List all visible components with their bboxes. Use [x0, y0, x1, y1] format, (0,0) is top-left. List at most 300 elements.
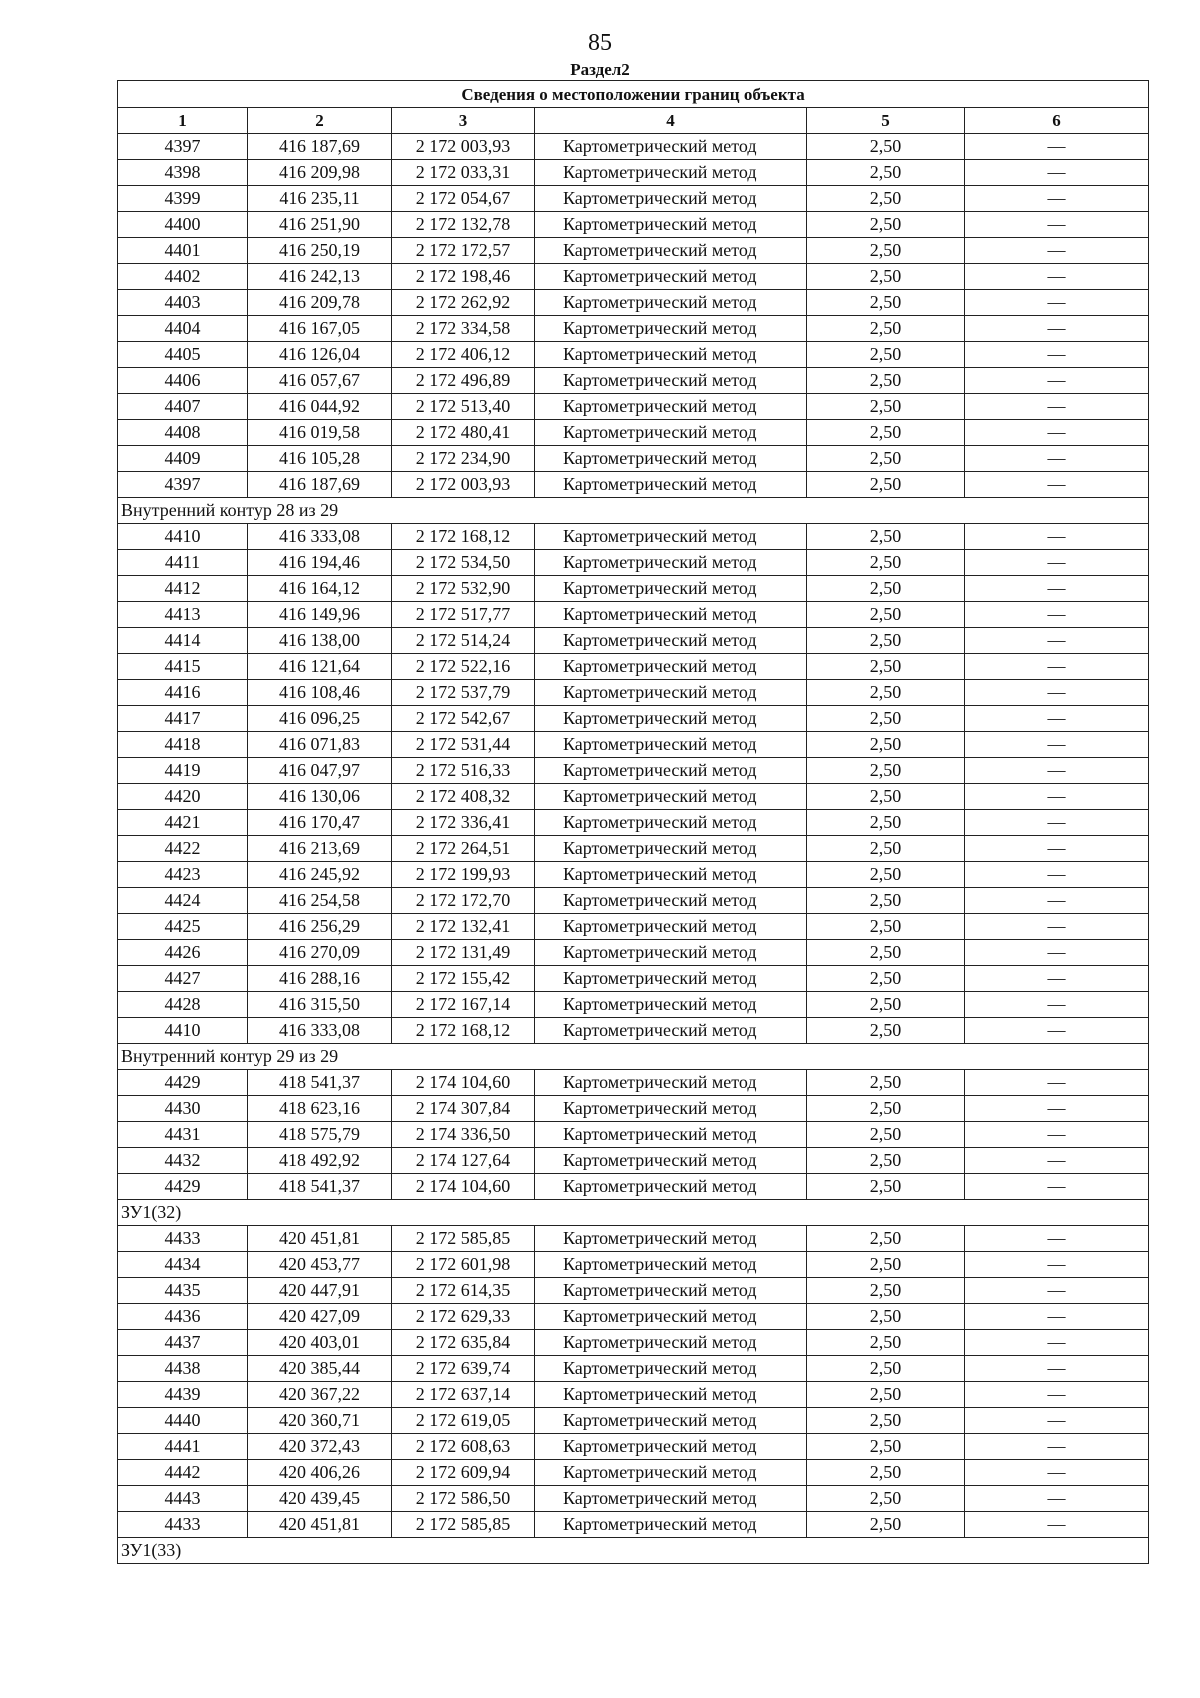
table-row — [118, 836, 1149, 862]
x-coordinate-cell: 416 251,90 — [248, 212, 392, 238]
table-row — [118, 992, 1149, 1018]
method-cell: Картометрический метод — [535, 1382, 807, 1408]
x-coordinate-cell: 416 187,69 — [248, 472, 392, 498]
column-header: 5 — [807, 108, 965, 134]
table-row — [118, 784, 1149, 810]
accuracy-cell: 2,50 — [807, 1382, 965, 1408]
accuracy-cell: 2,50 — [807, 1460, 965, 1486]
description-cell: — — [965, 1460, 1149, 1486]
x-coordinate-cell: 416 256,29 — [248, 914, 392, 940]
accuracy-cell: 2,50 — [807, 1512, 965, 1538]
accuracy-cell: 2,50 — [807, 134, 965, 160]
point-number-cell: 4407 — [118, 394, 248, 420]
method-cell: Картометрический метод — [535, 1278, 807, 1304]
accuracy-cell: 2,50 — [807, 940, 965, 966]
method-cell: Картометрический метод — [535, 160, 807, 186]
x-coordinate-cell: 418 492,92 — [248, 1148, 392, 1174]
y-coordinate-cell: 2 172 033,31 — [392, 160, 535, 186]
point-number-cell: 4413 — [118, 602, 248, 628]
point-number-cell: 4410 — [118, 524, 248, 550]
y-coordinate-cell: 2 172 334,58 — [392, 316, 535, 342]
table-row — [118, 524, 1149, 550]
table-row — [118, 186, 1149, 212]
point-number-cell: 4429 — [118, 1174, 248, 1200]
contour-label-row — [118, 498, 1149, 524]
table-row — [118, 1408, 1149, 1434]
y-coordinate-cell: 2 172 003,93 — [392, 472, 535, 498]
description-cell: — — [965, 1122, 1149, 1148]
x-coordinate-cell: 420 372,43 — [248, 1434, 392, 1460]
x-coordinate-cell: 418 541,37 — [248, 1174, 392, 1200]
description-cell: — — [965, 550, 1149, 576]
accuracy-cell: 2,50 — [807, 1148, 965, 1174]
x-coordinate-cell: 416 235,11 — [248, 186, 392, 212]
y-coordinate-cell: 2 172 629,33 — [392, 1304, 535, 1330]
description-cell: — — [965, 472, 1149, 498]
method-cell: Картометрический метод — [535, 212, 807, 238]
point-number-cell: 4402 — [118, 264, 248, 290]
y-coordinate-cell: 2 174 104,60 — [392, 1070, 535, 1096]
table-row — [118, 1434, 1149, 1460]
point-number-cell: 4439 — [118, 1382, 248, 1408]
x-coordinate-cell: 416 209,98 — [248, 160, 392, 186]
x-coordinate-cell: 416 138,00 — [248, 628, 392, 654]
point-number-cell: 4427 — [118, 966, 248, 992]
y-coordinate-cell: 2 172 172,57 — [392, 238, 535, 264]
point-number-cell: 4438 — [118, 1356, 248, 1382]
description-cell: — — [965, 914, 1149, 940]
y-coordinate-cell: 2 172 514,24 — [392, 628, 535, 654]
column-header: 4 — [535, 108, 807, 134]
y-coordinate-cell: 2 172 542,67 — [392, 706, 535, 732]
accuracy-cell: 2,50 — [807, 212, 965, 238]
y-coordinate-cell: 2 172 167,14 — [392, 992, 535, 1018]
x-coordinate-cell: 416 242,13 — [248, 264, 392, 290]
table-row — [118, 966, 1149, 992]
table-row — [118, 862, 1149, 888]
x-coordinate-cell: 420 367,22 — [248, 1382, 392, 1408]
description-cell: — — [965, 1330, 1149, 1356]
point-number-cell: 4436 — [118, 1304, 248, 1330]
accuracy-cell: 2,50 — [807, 368, 965, 394]
table-row — [118, 1330, 1149, 1356]
method-cell: Картометрический метод — [535, 966, 807, 992]
accuracy-cell: 2,50 — [807, 1434, 965, 1460]
y-coordinate-cell: 2 172 608,63 — [392, 1434, 535, 1460]
point-number-cell: 4411 — [118, 550, 248, 576]
y-coordinate-cell: 2 172 516,33 — [392, 758, 535, 784]
accuracy-cell: 2,50 — [807, 992, 965, 1018]
method-cell: Картометрический метод — [535, 1148, 807, 1174]
table-row — [118, 602, 1149, 628]
description-cell: — — [965, 134, 1149, 160]
method-cell: Картометрический метод — [535, 1460, 807, 1486]
method-cell: Картометрический метод — [535, 758, 807, 784]
method-cell: Картометрический метод — [535, 1486, 807, 1512]
method-cell: Картометрический метод — [535, 888, 807, 914]
y-coordinate-cell: 2 172 585,85 — [392, 1512, 535, 1538]
table-row — [118, 732, 1149, 758]
table-row — [118, 1122, 1149, 1148]
y-coordinate-cell: 2 172 517,77 — [392, 602, 535, 628]
description-cell: — — [965, 1486, 1149, 1512]
x-coordinate-cell: 416 270,09 — [248, 940, 392, 966]
contour-label-row — [118, 1200, 1149, 1226]
accuracy-cell: 2,50 — [807, 394, 965, 420]
accuracy-cell: 2,50 — [807, 160, 965, 186]
x-coordinate-cell: 416 187,69 — [248, 134, 392, 160]
accuracy-cell: 2,50 — [807, 706, 965, 732]
description-cell: — — [965, 186, 1149, 212]
description-cell: — — [965, 212, 1149, 238]
description-cell: — — [965, 1408, 1149, 1434]
point-number-cell: 4420 — [118, 784, 248, 810]
x-coordinate-cell: 416 250,19 — [248, 238, 392, 264]
y-coordinate-cell: 2 172 262,92 — [392, 290, 535, 316]
point-number-cell: 4424 — [118, 888, 248, 914]
point-number-cell: 4433 — [118, 1512, 248, 1538]
table-row — [118, 1460, 1149, 1486]
description-cell: — — [965, 602, 1149, 628]
y-coordinate-cell: 2 172 537,79 — [392, 680, 535, 706]
contour-label: Внутренний контур 28 из 29 — [118, 498, 1149, 524]
y-coordinate-cell: 2 172 619,05 — [392, 1408, 535, 1434]
accuracy-cell: 2,50 — [807, 420, 965, 446]
method-cell: Картометрический метод — [535, 1356, 807, 1382]
method-cell: Картометрический метод — [535, 1096, 807, 1122]
column-header: 3 — [392, 108, 535, 134]
point-number-cell: 4437 — [118, 1330, 248, 1356]
table-row — [118, 1018, 1149, 1044]
accuracy-cell: 2,50 — [807, 576, 965, 602]
description-cell: — — [965, 628, 1149, 654]
point-number-cell: 4421 — [118, 810, 248, 836]
table-row — [118, 212, 1149, 238]
y-coordinate-cell: 2 172 131,49 — [392, 940, 535, 966]
accuracy-cell: 2,50 — [807, 654, 965, 680]
x-coordinate-cell: 416 245,92 — [248, 862, 392, 888]
point-number-cell: 4426 — [118, 940, 248, 966]
point-number-cell: 4443 — [118, 1486, 248, 1512]
table-row — [118, 134, 1149, 160]
accuracy-cell: 2,50 — [807, 836, 965, 862]
y-coordinate-cell: 2 172 585,85 — [392, 1226, 535, 1252]
method-cell: Картометрический метод — [535, 1330, 807, 1356]
y-coordinate-cell: 2 172 054,67 — [392, 186, 535, 212]
accuracy-cell: 2,50 — [807, 290, 965, 316]
y-coordinate-cell: 2 172 522,16 — [392, 654, 535, 680]
x-coordinate-cell: 416 105,28 — [248, 446, 392, 472]
table-body — [118, 134, 1149, 1564]
x-coordinate-cell: 418 541,37 — [248, 1070, 392, 1096]
x-coordinate-cell: 416 126,04 — [248, 342, 392, 368]
accuracy-cell: 2,50 — [807, 1122, 965, 1148]
method-cell: Картометрический метод — [535, 1174, 807, 1200]
method-cell: Картометрический метод — [535, 732, 807, 758]
description-cell: — — [965, 316, 1149, 342]
method-cell: Картометрический метод — [535, 238, 807, 264]
x-coordinate-cell: 420 451,81 — [248, 1226, 392, 1252]
accuracy-cell: 2,50 — [807, 888, 965, 914]
description-cell: — — [965, 862, 1149, 888]
point-number-cell: 4398 — [118, 160, 248, 186]
y-coordinate-cell: 2 172 614,35 — [392, 1278, 535, 1304]
point-number-cell: 4430 — [118, 1096, 248, 1122]
point-number-cell: 4408 — [118, 420, 248, 446]
point-number-cell: 4442 — [118, 1460, 248, 1486]
table-row — [118, 1304, 1149, 1330]
table-row — [118, 1174, 1149, 1200]
description-cell: — — [965, 1382, 1149, 1408]
y-coordinate-cell: 2 172 132,78 — [392, 212, 535, 238]
accuracy-cell: 2,50 — [807, 1278, 965, 1304]
method-cell: Картометрический метод — [535, 810, 807, 836]
table-row — [118, 290, 1149, 316]
y-coordinate-cell: 2 172 496,89 — [392, 368, 535, 394]
accuracy-cell: 2,50 — [807, 1356, 965, 1382]
point-number-cell: 4432 — [118, 1148, 248, 1174]
description-cell: — — [965, 1148, 1149, 1174]
description-cell: — — [965, 1018, 1149, 1044]
point-number-cell: 4399 — [118, 186, 248, 212]
method-cell: Картометрический метод — [535, 784, 807, 810]
point-number-cell: 4441 — [118, 1434, 248, 1460]
accuracy-cell: 2,50 — [807, 784, 965, 810]
y-coordinate-cell: 2 172 198,46 — [392, 264, 535, 290]
y-coordinate-cell: 2 172 155,42 — [392, 966, 535, 992]
method-cell: Картометрический метод — [535, 186, 807, 212]
point-number-cell: 4422 — [118, 836, 248, 862]
x-coordinate-cell: 416 288,16 — [248, 966, 392, 992]
contour-label: Внутренний контур 29 из 29 — [118, 1044, 1149, 1070]
accuracy-cell: 2,50 — [807, 264, 965, 290]
description-cell: — — [965, 394, 1149, 420]
method-cell: Картометрический метод — [535, 914, 807, 940]
point-number-cell: 4401 — [118, 238, 248, 264]
x-coordinate-cell: 420 451,81 — [248, 1512, 392, 1538]
accuracy-cell: 2,50 — [807, 602, 965, 628]
point-number-cell: 4406 — [118, 368, 248, 394]
description-cell: — — [965, 1226, 1149, 1252]
table-row — [118, 550, 1149, 576]
description-cell: — — [965, 160, 1149, 186]
contour-label: ЗУ1(33) — [118, 1538, 1149, 1564]
x-coordinate-cell: 416 167,05 — [248, 316, 392, 342]
accuracy-cell: 2,50 — [807, 1330, 965, 1356]
table-row — [118, 264, 1149, 290]
accuracy-cell: 2,50 — [807, 524, 965, 550]
table-row — [118, 940, 1149, 966]
x-coordinate-cell: 416 096,25 — [248, 706, 392, 732]
method-cell: Картометрический метод — [535, 992, 807, 1018]
table-row — [118, 914, 1149, 940]
accuracy-cell: 2,50 — [807, 1018, 965, 1044]
table-row — [118, 238, 1149, 264]
point-number-cell: 4405 — [118, 342, 248, 368]
method-cell: Картометрический метод — [535, 1226, 807, 1252]
description-cell: — — [965, 1356, 1149, 1382]
description-cell: — — [965, 706, 1149, 732]
description-cell: — — [965, 654, 1149, 680]
point-number-cell: 4433 — [118, 1226, 248, 1252]
x-coordinate-cell: 416 213,69 — [248, 836, 392, 862]
table-row — [118, 1070, 1149, 1096]
method-cell: Картометрический метод — [535, 446, 807, 472]
accuracy-cell: 2,50 — [807, 1226, 965, 1252]
x-coordinate-cell: 416 170,47 — [248, 810, 392, 836]
x-coordinate-cell: 416 108,46 — [248, 680, 392, 706]
accuracy-cell: 2,50 — [807, 680, 965, 706]
point-number-cell: 4400 — [118, 212, 248, 238]
method-cell: Картометрический метод — [535, 472, 807, 498]
table-row — [118, 1382, 1149, 1408]
method-cell: Картометрический метод — [535, 706, 807, 732]
x-coordinate-cell: 420 447,91 — [248, 1278, 392, 1304]
description-cell: — — [965, 420, 1149, 446]
x-coordinate-cell: 420 406,26 — [248, 1460, 392, 1486]
description-cell: — — [965, 888, 1149, 914]
description-cell: — — [965, 992, 1149, 1018]
point-number-cell: 4418 — [118, 732, 248, 758]
method-cell: Картометрический метод — [535, 420, 807, 446]
point-number-cell: 4434 — [118, 1252, 248, 1278]
accuracy-cell: 2,50 — [807, 316, 965, 342]
table-row — [118, 1226, 1149, 1252]
y-coordinate-cell: 2 172 264,51 — [392, 836, 535, 862]
y-coordinate-cell: 2 172 513,40 — [392, 394, 535, 420]
table-row — [118, 706, 1149, 732]
y-coordinate-cell: 2 174 127,64 — [392, 1148, 535, 1174]
x-coordinate-cell: 418 623,16 — [248, 1096, 392, 1122]
y-coordinate-cell: 2 172 601,98 — [392, 1252, 535, 1278]
method-cell: Картометрический метод — [535, 940, 807, 966]
description-cell: — — [965, 290, 1149, 316]
accuracy-cell: 2,50 — [807, 1174, 965, 1200]
table-row — [118, 1148, 1149, 1174]
contour-label: ЗУ1(32) — [118, 1200, 1149, 1226]
y-coordinate-cell: 2 172 168,12 — [392, 524, 535, 550]
point-number-cell: 4414 — [118, 628, 248, 654]
table-row — [118, 1512, 1149, 1538]
table-row — [118, 368, 1149, 394]
x-coordinate-cell: 416 149,96 — [248, 602, 392, 628]
method-cell: Картометрический метод — [535, 1122, 807, 1148]
point-number-cell: 4431 — [118, 1122, 248, 1148]
x-coordinate-cell: 416 071,83 — [248, 732, 392, 758]
y-coordinate-cell: 2 172 586,50 — [392, 1486, 535, 1512]
y-coordinate-cell: 2 172 480,41 — [392, 420, 535, 446]
method-cell: Картометрический метод — [535, 550, 807, 576]
x-coordinate-cell: 418 575,79 — [248, 1122, 392, 1148]
description-cell: — — [965, 446, 1149, 472]
description-cell: — — [965, 1174, 1149, 1200]
description-cell: — — [965, 264, 1149, 290]
description-cell: — — [965, 940, 1149, 966]
table-row — [118, 394, 1149, 420]
y-coordinate-cell: 2 172 003,93 — [392, 134, 535, 160]
y-coordinate-cell: 2 172 531,44 — [392, 732, 535, 758]
table-row — [118, 1356, 1149, 1382]
description-cell: — — [965, 732, 1149, 758]
description-cell: — — [965, 368, 1149, 394]
method-cell: Картометрический метод — [535, 628, 807, 654]
y-coordinate-cell: 2 172 172,70 — [392, 888, 535, 914]
accuracy-cell: 2,50 — [807, 628, 965, 654]
y-coordinate-cell: 2 172 168,12 — [392, 1018, 535, 1044]
x-coordinate-cell: 420 360,71 — [248, 1408, 392, 1434]
point-number-cell: 4428 — [118, 992, 248, 1018]
accuracy-cell: 2,50 — [807, 862, 965, 888]
x-coordinate-cell: 416 209,78 — [248, 290, 392, 316]
page-number: 85 — [588, 30, 612, 56]
method-cell: Картометрический метод — [535, 394, 807, 420]
x-coordinate-cell: 420 403,01 — [248, 1330, 392, 1356]
table-row — [118, 888, 1149, 914]
y-coordinate-cell: 2 172 336,41 — [392, 810, 535, 836]
point-number-cell: 4415 — [118, 654, 248, 680]
point-number-cell: 4416 — [118, 680, 248, 706]
point-number-cell: 4409 — [118, 446, 248, 472]
point-number-cell: 4440 — [118, 1408, 248, 1434]
table-row — [118, 1278, 1149, 1304]
method-cell: Картометрический метод — [535, 316, 807, 342]
accuracy-cell: 2,50 — [807, 732, 965, 758]
table-row — [118, 758, 1149, 784]
x-coordinate-cell: 416 194,46 — [248, 550, 392, 576]
method-cell: Картометрический метод — [535, 654, 807, 680]
description-cell: — — [965, 576, 1149, 602]
table-row — [118, 1096, 1149, 1122]
y-coordinate-cell: 2 172 609,94 — [392, 1460, 535, 1486]
table-row — [118, 342, 1149, 368]
boundary-coordinates-table — [117, 80, 1149, 1564]
description-cell: — — [965, 784, 1149, 810]
accuracy-cell: 2,50 — [807, 1408, 965, 1434]
method-cell: Картометрический метод — [535, 836, 807, 862]
table-row — [118, 160, 1149, 186]
accuracy-cell: 2,50 — [807, 914, 965, 940]
accuracy-cell: 2,50 — [807, 1304, 965, 1330]
y-coordinate-cell: 2 172 639,74 — [392, 1356, 535, 1382]
description-cell: — — [965, 1278, 1149, 1304]
accuracy-cell: 2,50 — [807, 550, 965, 576]
y-coordinate-cell: 2 172 635,84 — [392, 1330, 535, 1356]
accuracy-cell: 2,50 — [807, 1486, 965, 1512]
description-cell: — — [965, 810, 1149, 836]
y-coordinate-cell: 2 174 307,84 — [392, 1096, 535, 1122]
table-row — [118, 654, 1149, 680]
x-coordinate-cell: 420 439,45 — [248, 1486, 392, 1512]
x-coordinate-cell: 420 385,44 — [248, 1356, 392, 1382]
y-coordinate-cell: 2 172 534,50 — [392, 550, 535, 576]
x-coordinate-cell: 420 453,77 — [248, 1252, 392, 1278]
y-coordinate-cell: 2 174 336,50 — [392, 1122, 535, 1148]
point-number-cell: 4397 — [118, 134, 248, 160]
point-number-cell: 4417 — [118, 706, 248, 732]
point-number-cell: 4423 — [118, 862, 248, 888]
table-row — [118, 680, 1149, 706]
method-cell: Картометрический метод — [535, 576, 807, 602]
description-cell: — — [965, 680, 1149, 706]
table-row — [118, 316, 1149, 342]
point-number-cell: 4397 — [118, 472, 248, 498]
accuracy-cell: 2,50 — [807, 1070, 965, 1096]
point-number-cell: 4419 — [118, 758, 248, 784]
accuracy-cell: 2,50 — [807, 1252, 965, 1278]
method-cell: Картометрический метод — [535, 1252, 807, 1278]
description-cell: — — [965, 1252, 1149, 1278]
accuracy-cell: 2,50 — [807, 1096, 965, 1122]
